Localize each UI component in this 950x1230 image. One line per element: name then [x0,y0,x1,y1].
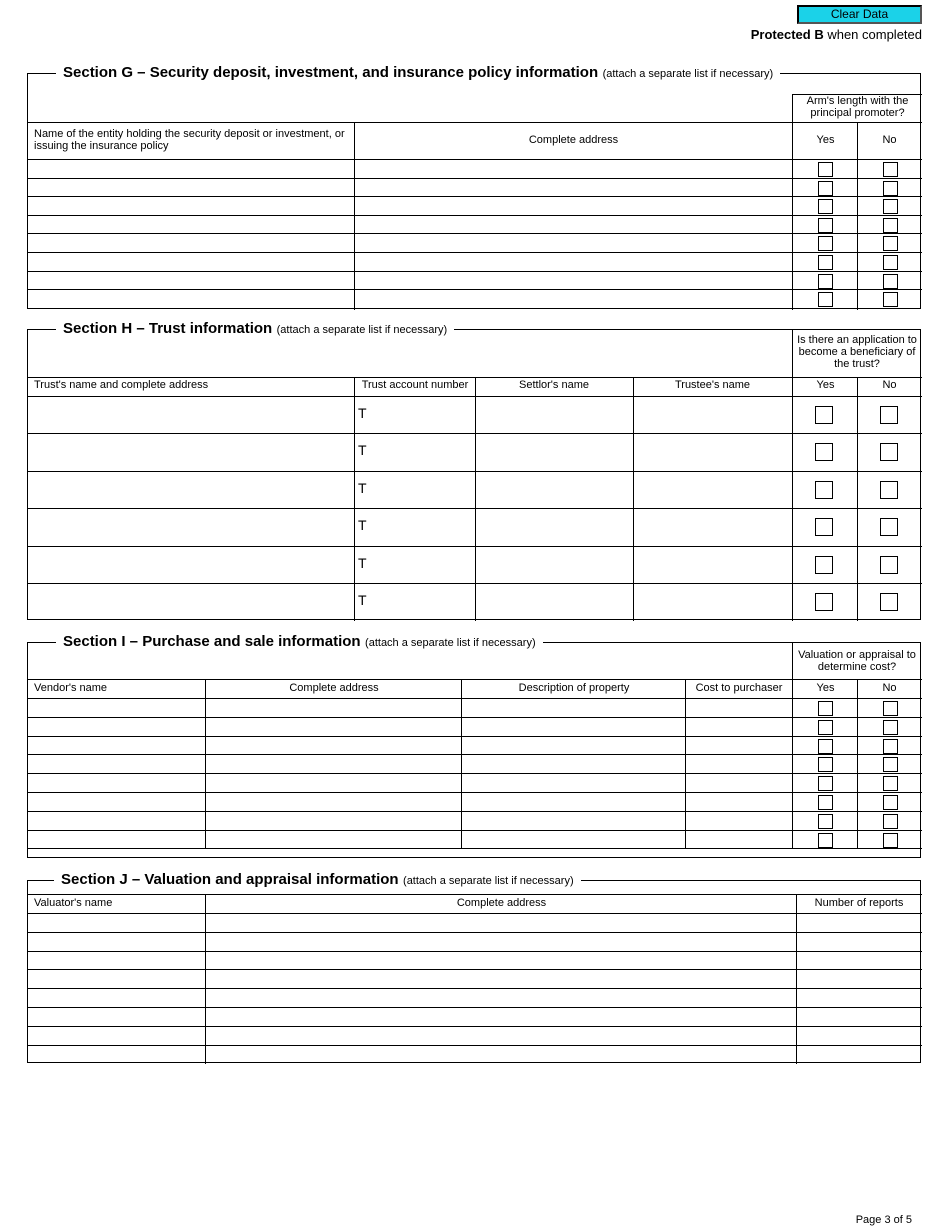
trust-account-prefix: T [358,479,367,496]
valuation-header: Valuation or appraisal to determine cost? [798,649,916,673]
section-j [27,871,921,1063]
section-g-heading: Section G – Security deposit, investment, and insurance policy information [63,64,599,81]
property-description-field[interactable] [462,737,685,754]
arms-length-yes-checkbox[interactable] [818,292,833,307]
trust-account-header: Trust account number [361,379,469,391]
property-description-field[interactable] [462,718,685,735]
valuation-no-checkbox[interactable] [883,833,898,848]
section-h-title [56,320,454,338]
trustee-name-field[interactable] [634,434,792,470]
trust-name-field[interactable] [28,397,354,433]
address-field[interactable] [355,290,792,307]
arms-length-no-checkbox[interactable] [883,181,898,196]
vendor-name-field[interactable] [28,699,205,716]
section-g-note: (attach a separate list if necessary) [602,68,774,80]
valuation-no-checkbox[interactable] [883,757,898,772]
address-field[interactable] [206,933,796,950]
cost-field[interactable] [686,812,792,829]
valuation-no-checkbox[interactable] [883,814,898,829]
vendor-name-field[interactable] [28,718,205,735]
vendor-header: Vendor's name [34,682,108,694]
arms-length-yes-checkbox[interactable] [818,236,833,251]
arms-length-no-checkbox[interactable] [883,274,898,289]
valuator-name-field[interactable] [28,952,205,969]
valuator-header: Valuator's name [34,897,113,909]
property-description-field[interactable] [462,755,685,772]
arms-length-no-checkbox[interactable] [883,236,898,251]
cost-header: Cost to purchaser [695,682,783,694]
property-description-field[interactable] [462,812,685,829]
section-j-title [54,871,581,889]
trust-account-prefix: T [358,554,367,571]
column-divider [792,643,793,848]
column-divider [857,377,858,621]
yes-header: Yes [816,682,835,694]
trust-account-prefix: T [358,517,367,534]
address-field[interactable] [206,952,796,969]
cost-field[interactable] [686,831,792,848]
address-field[interactable] [355,197,792,214]
arms-length-yes-checkbox[interactable] [818,181,833,196]
valuator-name-field[interactable] [28,989,205,1006]
address-field[interactable] [355,179,792,196]
beneficiary-no-checkbox[interactable] [880,481,898,499]
settlor-name-field[interactable] [476,472,633,508]
trustee-name-field[interactable] [634,584,792,620]
beneficiary-yes-checkbox[interactable] [815,593,833,611]
no-header: No [882,134,897,146]
beneficiary-yes-checkbox[interactable] [815,518,833,536]
property-description-field[interactable] [462,774,685,791]
arms-length-no-checkbox[interactable] [883,255,898,270]
valuation-no-checkbox[interactable] [883,776,898,791]
vendor-name-field[interactable] [28,755,205,772]
no-header: No [882,682,897,694]
arms-length-header: Arm's length with the principal promoter? [806,95,909,119]
property-description-field[interactable] [462,699,685,716]
number-of-reports-field[interactable] [797,1027,922,1044]
arms-length-yes-checkbox[interactable] [818,218,833,233]
settlor-name-field[interactable] [476,509,633,545]
arms-length-no-checkbox[interactable] [883,199,898,214]
trustee-header: Trustee's name [674,379,751,391]
beneficiary-yes-checkbox[interactable] [815,406,833,424]
number-of-reports-field[interactable] [797,952,922,969]
address-field[interactable] [206,699,461,716]
column-divider [857,122,858,310]
settlor-header: Settlor's name [519,379,589,391]
trust-name-field[interactable] [28,472,354,508]
entity-name-field[interactable] [28,160,354,177]
reports-header: Number of reports [814,897,904,909]
vendor-name-field[interactable] [28,831,205,848]
arms-length-yes-checkbox[interactable] [818,255,833,270]
valuation-yes-checkbox[interactable] [818,720,833,735]
beneficiary-yes-checkbox[interactable] [815,443,833,461]
beneficiary-yes-checkbox[interactable] [815,556,833,574]
section-g-title [56,64,780,82]
entity-name-field[interactable] [28,272,354,289]
trustee-name-field[interactable] [634,472,792,508]
address-field[interactable] [206,1027,796,1044]
section-j-heading: Section J – Valuation and appraisal information [61,871,399,888]
trust-account-prefix: T [358,405,367,421]
address-field[interactable] [206,718,461,735]
entity-name-field[interactable] [28,253,354,270]
arms-length-yes-checkbox[interactable] [818,162,833,177]
address-header: Complete address [289,682,379,694]
address-field[interactable] [355,272,792,289]
trust-name-field[interactable] [28,584,354,620]
settlor-name-field[interactable] [476,434,633,470]
column-divider [857,679,858,848]
header-divider [28,122,922,123]
section-i-title [56,633,543,651]
settlor-name-field[interactable] [476,547,633,583]
valuation-no-checkbox[interactable] [883,701,898,716]
valuator-name-field[interactable] [28,914,205,931]
trust-account-field[interactable] [355,584,475,620]
trust-account-field[interactable] [355,472,475,508]
section-i [27,633,921,858]
number-of-reports-field[interactable] [797,970,922,987]
valuation-yes-checkbox[interactable] [818,795,833,810]
column-divider [792,94,793,310]
clear-data-button[interactable]: Clear Data [797,5,922,24]
property-description-field[interactable] [462,793,685,810]
address-field[interactable] [206,970,796,987]
number-of-reports-field[interactable] [797,933,922,950]
header-divider [28,894,922,895]
number-of-reports-field[interactable] [797,914,922,931]
section-h [27,320,921,620]
vendor-name-field[interactable] [28,793,205,810]
cost-field[interactable] [686,718,792,735]
valuator-name-field[interactable] [28,1027,205,1044]
valuator-name-field[interactable] [28,933,205,950]
address-field[interactable] [206,755,461,772]
settlor-name-field[interactable] [476,397,633,433]
protected-label: Protected B [750,27,824,42]
address-header: Complete address [456,897,547,909]
page-number: Page 3 of 5 [855,1214,912,1226]
trust-name-field[interactable] [28,547,354,583]
valuator-name-field[interactable] [28,1008,205,1025]
trust-application-header: Is there an application to become a beneficiary of the trust? [797,334,917,370]
header-divider [28,679,922,680]
number-of-reports-field[interactable] [797,1008,922,1025]
cost-field[interactable] [686,737,792,754]
vendor-name-field[interactable] [28,812,205,829]
trust-name-field[interactable] [28,434,354,470]
trust-account-prefix: T [358,592,367,608]
header-divider [792,94,922,95]
section-h-note: (attach a separate list if necessary) [276,324,448,336]
beneficiary-no-checkbox[interactable] [880,518,898,536]
beneficiary-no-checkbox[interactable] [880,406,898,424]
valuation-yes-checkbox[interactable] [818,814,833,829]
cost-field[interactable] [686,774,792,791]
vendor-name-field[interactable] [28,737,205,754]
valuation-no-checkbox[interactable] [883,739,898,754]
section-g [27,64,921,309]
beneficiary-yes-checkbox[interactable] [815,481,833,499]
trustee-name-field[interactable] [634,547,792,583]
address-field[interactable] [206,914,796,931]
settlor-name-field[interactable] [476,584,633,620]
trust-name-field[interactable] [28,509,354,545]
valuation-yes-checkbox[interactable] [818,757,833,772]
protected-notice [751,27,922,42]
trust-account-field[interactable] [355,547,475,583]
section-h-heading: Section H – Trust information [63,320,273,337]
trust-name-header: Trust's name and complete address [34,379,209,391]
yes-header: Yes [816,379,835,391]
address-field[interactable] [355,253,792,270]
protected-suffix: when completed [823,27,922,42]
address-header: Complete address [528,134,619,146]
address-field[interactable] [206,1008,796,1025]
address-field[interactable] [355,216,792,233]
address-field[interactable] [206,831,461,848]
cost-field[interactable] [686,793,792,810]
arms-length-no-checkbox[interactable] [883,218,898,233]
address-field[interactable] [355,160,792,177]
address-field[interactable] [206,812,461,829]
beneficiary-no-checkbox[interactable] [880,593,898,611]
cost-field[interactable] [686,755,792,772]
entity-name-field[interactable] [28,197,354,214]
address-field[interactable] [355,234,792,251]
number-of-reports-field[interactable] [797,1046,922,1063]
valuation-yes-checkbox[interactable] [818,776,833,791]
trustee-name-field[interactable] [634,509,792,545]
description-header: Description of property [518,682,630,694]
address-field[interactable] [206,793,461,810]
trust-account-field[interactable] [355,397,475,433]
no-header: No [882,379,897,391]
property-description-field[interactable] [462,831,685,848]
arms-length-yes-checkbox[interactable] [818,199,833,214]
section-j-note: (attach a separate list if necessary) [403,875,574,887]
entity-name-field[interactable] [28,216,354,233]
arms-length-yes-checkbox[interactable] [818,274,833,289]
address-field[interactable] [206,1046,796,1063]
arms-length-no-checkbox[interactable] [883,292,898,307]
column-divider [792,330,793,621]
beneficiary-no-checkbox[interactable] [880,443,898,461]
valuation-yes-checkbox[interactable] [818,701,833,716]
beneficiary-no-checkbox[interactable] [880,556,898,574]
trust-account-field[interactable] [355,434,475,470]
entity-name-field[interactable] [28,179,354,196]
row-divider [28,848,922,849]
valuator-name-field[interactable] [28,1046,205,1063]
number-of-reports-field[interactable] [797,989,922,1006]
address-field[interactable] [206,989,796,1006]
vendor-name-field[interactable] [28,774,205,791]
valuation-yes-checkbox[interactable] [818,833,833,848]
entity-name-header: Name of the entity holding the security deposit or investment, or issuing the insurance policy [34,128,345,152]
entity-name-field[interactable] [28,290,354,307]
valuation-yes-checkbox[interactable] [818,739,833,754]
trustee-name-field[interactable] [634,397,792,433]
trust-account-prefix: T [358,442,367,459]
arms-length-no-checkbox[interactable] [883,162,898,177]
yes-header: Yes [816,134,835,146]
cost-field[interactable] [686,699,792,716]
valuation-no-checkbox[interactable] [883,795,898,810]
address-field[interactable] [206,737,461,754]
address-field[interactable] [206,774,461,791]
section-i-note: (attach a separate list if necessary) [365,637,536,649]
trust-account-field[interactable] [355,509,475,545]
section-i-heading: Section I – Purchase and sale information [63,633,361,650]
valuation-no-checkbox[interactable] [883,720,898,735]
entity-name-field[interactable] [28,234,354,251]
valuator-name-field[interactable] [28,970,205,987]
